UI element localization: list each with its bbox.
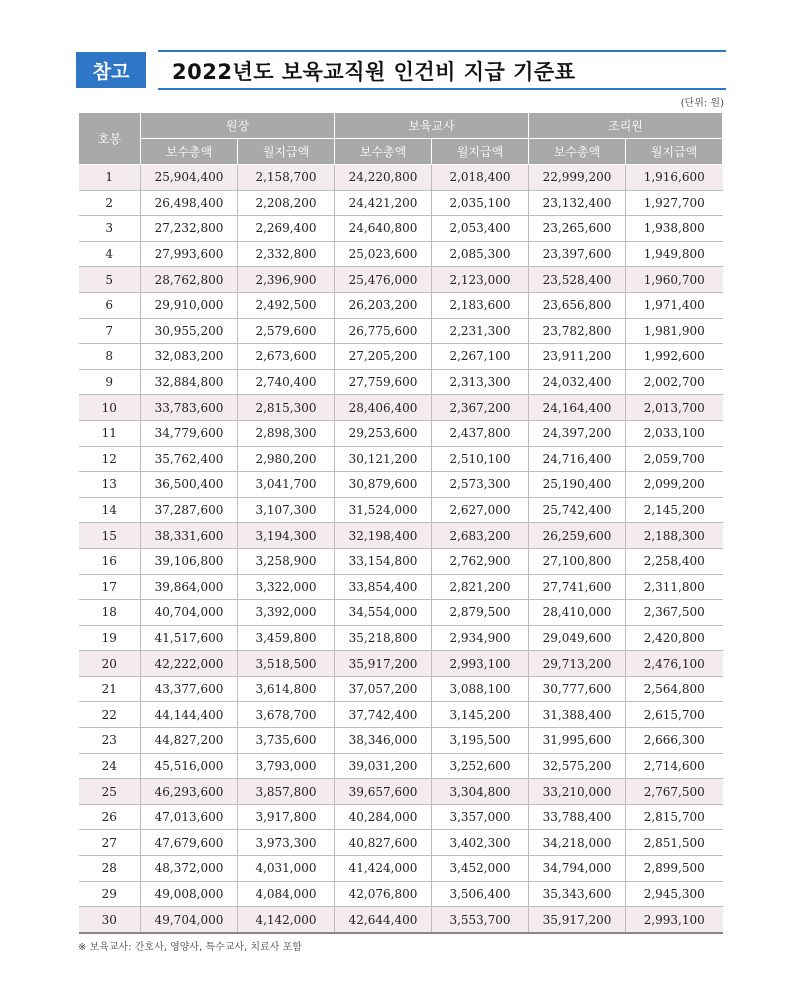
- amount-cell: 30,121,200: [335, 446, 432, 472]
- grade-cell: 7: [79, 318, 141, 344]
- group-header-teacher: 보육교사: [335, 113, 529, 139]
- amount-cell: 2,821,200: [432, 574, 529, 600]
- amount-cell: 3,459,800: [238, 625, 335, 651]
- table-row: [79, 600, 723, 626]
- amount-cell: 43,377,600: [141, 676, 238, 702]
- amount-cell: 2,013,700: [626, 395, 723, 421]
- sub-header: 보수총액: [335, 139, 432, 165]
- amount-cell: 2,899,500: [626, 856, 723, 882]
- amount-cell: 2,208,200: [238, 190, 335, 216]
- amount-cell: 35,917,200: [335, 651, 432, 677]
- salary-table: [78, 112, 723, 934]
- amount-cell: 41,517,600: [141, 625, 238, 651]
- amount-cell: 40,704,000: [141, 600, 238, 626]
- amount-cell: 3,145,200: [432, 702, 529, 728]
- amount-cell: 33,788,400: [529, 804, 626, 830]
- amount-cell: 2,980,200: [238, 446, 335, 472]
- table-row: [79, 625, 723, 651]
- amount-cell: 33,210,000: [529, 779, 626, 805]
- amount-cell: 2,188,300: [626, 523, 723, 549]
- reference-badge: 참고: [76, 52, 146, 88]
- table-row: [79, 779, 723, 805]
- amount-cell: 2,673,600: [238, 344, 335, 370]
- amount-cell: 39,031,200: [335, 753, 432, 779]
- amount-cell: 2,492,500: [238, 292, 335, 318]
- amount-cell: 22,999,200: [529, 165, 626, 191]
- amount-cell: 42,644,400: [335, 907, 432, 933]
- amount-cell: 30,879,600: [335, 472, 432, 498]
- amount-cell: 2,002,700: [626, 369, 723, 395]
- amount-cell: 42,076,800: [335, 881, 432, 907]
- grade-cell: 27: [79, 830, 141, 856]
- grade-cell: 4: [79, 241, 141, 267]
- grade-cell: 1: [79, 165, 141, 191]
- amount-cell: 45,516,000: [141, 753, 238, 779]
- amount-cell: 1,971,400: [626, 292, 723, 318]
- amount-cell: 24,716,400: [529, 446, 626, 472]
- amount-cell: 29,910,000: [141, 292, 238, 318]
- table-row: [79, 881, 723, 907]
- grade-cell: 12: [79, 446, 141, 472]
- amount-cell: 2,437,800: [432, 420, 529, 446]
- table-row: [79, 753, 723, 779]
- grade-cell: 13: [79, 472, 141, 498]
- amount-cell: 32,198,400: [335, 523, 432, 549]
- grade-cell: 24: [79, 753, 141, 779]
- amount-cell: 28,410,000: [529, 600, 626, 626]
- amount-cell: 28,406,400: [335, 395, 432, 421]
- amount-cell: 3,392,000: [238, 600, 335, 626]
- amount-cell: 3,252,600: [432, 753, 529, 779]
- amount-cell: 23,911,200: [529, 344, 626, 370]
- table-row: [79, 395, 723, 421]
- amount-cell: 34,794,000: [529, 856, 626, 882]
- amount-cell: 2,740,400: [238, 369, 335, 395]
- amount-cell: 30,955,200: [141, 318, 238, 344]
- grade-cell: 29: [79, 881, 141, 907]
- amount-cell: 1,938,800: [626, 216, 723, 242]
- amount-cell: 3,304,800: [432, 779, 529, 805]
- amount-cell: 23,132,400: [529, 190, 626, 216]
- amount-cell: 38,346,000: [335, 728, 432, 754]
- amount-cell: 49,704,000: [141, 907, 238, 933]
- table-row: [79, 804, 723, 830]
- amount-cell: 2,018,400: [432, 165, 529, 191]
- amount-cell: 2,564,800: [626, 676, 723, 702]
- amount-cell: 37,742,400: [335, 702, 432, 728]
- amount-cell: 38,331,600: [141, 523, 238, 549]
- amount-cell: 26,775,600: [335, 318, 432, 344]
- amount-cell: 24,164,400: [529, 395, 626, 421]
- amount-cell: 32,884,800: [141, 369, 238, 395]
- header-top-rule: [158, 50, 726, 52]
- amount-cell: 23,656,800: [529, 292, 626, 318]
- amount-cell: 24,032,400: [529, 369, 626, 395]
- sub-header-row: [79, 139, 723, 165]
- amount-cell: 2,099,200: [626, 472, 723, 498]
- amount-cell: 2,313,300: [432, 369, 529, 395]
- table-row: [79, 420, 723, 446]
- grade-cell: 28: [79, 856, 141, 882]
- amount-cell: 31,995,600: [529, 728, 626, 754]
- amount-cell: 4,142,000: [238, 907, 335, 933]
- amount-cell: 2,767,500: [626, 779, 723, 805]
- amount-cell: 3,041,700: [238, 472, 335, 498]
- amount-cell: 3,195,500: [432, 728, 529, 754]
- amount-cell: 2,085,300: [432, 241, 529, 267]
- table-row: [79, 523, 723, 549]
- amount-cell: 2,666,300: [626, 728, 723, 754]
- amount-cell: 2,158,700: [238, 165, 335, 191]
- amount-cell: 46,293,600: [141, 779, 238, 805]
- amount-cell: 24,640,800: [335, 216, 432, 242]
- document-title: 2022년도 보육교직원 인건비 지급 기준표: [172, 60, 576, 84]
- amount-cell: 2,683,200: [432, 523, 529, 549]
- table-row: [79, 856, 723, 882]
- amount-cell: 2,993,100: [626, 907, 723, 933]
- amount-cell: 27,100,800: [529, 548, 626, 574]
- amount-cell: 2,332,800: [238, 241, 335, 267]
- amount-cell: 44,144,400: [141, 702, 238, 728]
- amount-cell: 3,452,000: [432, 856, 529, 882]
- table-row: [79, 830, 723, 856]
- amount-cell: 23,397,600: [529, 241, 626, 267]
- amount-cell: 33,154,800: [335, 548, 432, 574]
- amount-cell: 25,190,400: [529, 472, 626, 498]
- amount-cell: 29,049,600: [529, 625, 626, 651]
- table-row: [79, 728, 723, 754]
- amount-cell: 2,898,300: [238, 420, 335, 446]
- amount-cell: 1,981,900: [626, 318, 723, 344]
- amount-cell: 44,827,200: [141, 728, 238, 754]
- amount-cell: 2,396,900: [238, 267, 335, 293]
- group-header-row: [79, 113, 723, 139]
- amount-cell: 3,258,900: [238, 548, 335, 574]
- amount-cell: 2,035,100: [432, 190, 529, 216]
- amount-cell: 26,203,200: [335, 292, 432, 318]
- amount-cell: 30,777,600: [529, 676, 626, 702]
- footnote: ※ 보육교사: 간호사, 영양사, 특수교사, 치료사 포함: [78, 942, 302, 953]
- amount-cell: 2,615,700: [626, 702, 723, 728]
- amount-cell: 40,284,000: [335, 804, 432, 830]
- amount-cell: 40,827,600: [335, 830, 432, 856]
- grade-cell: 5: [79, 267, 141, 293]
- amount-cell: 25,904,400: [141, 165, 238, 191]
- unit-label: (단위: 원): [680, 98, 724, 109]
- amount-cell: 3,518,500: [238, 651, 335, 677]
- amount-cell: 2,851,500: [626, 830, 723, 856]
- amount-cell: 2,367,200: [432, 395, 529, 421]
- amount-cell: 24,220,800: [335, 165, 432, 191]
- grade-cell: 9: [79, 369, 141, 395]
- amount-cell: 23,782,800: [529, 318, 626, 344]
- amount-cell: 39,657,600: [335, 779, 432, 805]
- amount-cell: 2,145,200: [626, 497, 723, 523]
- amount-cell: 25,742,400: [529, 497, 626, 523]
- table-row: [79, 472, 723, 498]
- table-row: [79, 216, 723, 242]
- amount-cell: 2,762,900: [432, 548, 529, 574]
- amount-cell: 36,500,400: [141, 472, 238, 498]
- amount-cell: 31,388,400: [529, 702, 626, 728]
- table-row: [79, 241, 723, 267]
- sub-header: 월지급액: [626, 139, 723, 165]
- amount-cell: 2,033,100: [626, 420, 723, 446]
- amount-cell: 2,183,600: [432, 292, 529, 318]
- amount-cell: 35,917,200: [529, 907, 626, 933]
- amount-cell: 2,267,100: [432, 344, 529, 370]
- table-row: [79, 574, 723, 600]
- group-header-director: 원장: [141, 113, 335, 139]
- amount-cell: 2,815,300: [238, 395, 335, 421]
- amount-cell: 41,424,000: [335, 856, 432, 882]
- table-row: [79, 676, 723, 702]
- sub-header: 월지급액: [238, 139, 335, 165]
- sub-header: 보수총액: [529, 139, 626, 165]
- amount-cell: 3,735,600: [238, 728, 335, 754]
- amount-cell: 27,232,800: [141, 216, 238, 242]
- amount-cell: 3,917,800: [238, 804, 335, 830]
- document-header: [76, 50, 726, 90]
- group-header-cook: 조리원: [529, 113, 723, 139]
- table-body: [79, 165, 723, 933]
- amount-cell: 32,575,200: [529, 753, 626, 779]
- table-row: [79, 907, 723, 933]
- amount-cell: 3,322,000: [238, 574, 335, 600]
- amount-cell: 25,023,600: [335, 241, 432, 267]
- amount-cell: 2,879,500: [432, 600, 529, 626]
- grade-cell: 2: [79, 190, 141, 216]
- amount-cell: 3,107,300: [238, 497, 335, 523]
- amount-cell: 24,421,200: [335, 190, 432, 216]
- amount-cell: 2,714,600: [626, 753, 723, 779]
- amount-cell: 34,218,000: [529, 830, 626, 856]
- amount-cell: 29,253,600: [335, 420, 432, 446]
- header-bottom-rule: [158, 88, 726, 90]
- table-row: [79, 702, 723, 728]
- amount-cell: 27,759,600: [335, 369, 432, 395]
- amount-cell: 4,031,000: [238, 856, 335, 882]
- grade-cell: 30: [79, 907, 141, 933]
- amount-cell: 3,678,700: [238, 702, 335, 728]
- amount-cell: 37,057,200: [335, 676, 432, 702]
- amount-cell: 2,579,600: [238, 318, 335, 344]
- grade-cell: 19: [79, 625, 141, 651]
- table-row: [79, 190, 723, 216]
- amount-cell: 39,864,000: [141, 574, 238, 600]
- amount-cell: 2,311,800: [626, 574, 723, 600]
- amount-cell: 3,506,400: [432, 881, 529, 907]
- amount-cell: 2,231,300: [432, 318, 529, 344]
- grade-cell: 20: [79, 651, 141, 677]
- amount-cell: 2,476,100: [626, 651, 723, 677]
- amount-cell: 24,397,200: [529, 420, 626, 446]
- amount-cell: 23,528,400: [529, 267, 626, 293]
- table-row: [79, 548, 723, 574]
- amount-cell: 2,945,300: [626, 881, 723, 907]
- amount-cell: 2,815,700: [626, 804, 723, 830]
- amount-cell: 28,762,800: [141, 267, 238, 293]
- amount-cell: 2,934,900: [432, 625, 529, 651]
- amount-cell: 1,927,700: [626, 190, 723, 216]
- amount-cell: 35,762,400: [141, 446, 238, 472]
- grade-cell: 14: [79, 497, 141, 523]
- amount-cell: 33,854,400: [335, 574, 432, 600]
- amount-cell: 2,510,100: [432, 446, 529, 472]
- grade-cell: 18: [79, 600, 141, 626]
- amount-cell: 39,106,800: [141, 548, 238, 574]
- amount-cell: 2,367,500: [626, 600, 723, 626]
- grade-cell: 8: [79, 344, 141, 370]
- amount-cell: 35,343,600: [529, 881, 626, 907]
- amount-cell: 3,194,300: [238, 523, 335, 549]
- amount-cell: 2,053,400: [432, 216, 529, 242]
- amount-cell: 1,916,600: [626, 165, 723, 191]
- amount-cell: 47,679,600: [141, 830, 238, 856]
- grade-cell: 11: [79, 420, 141, 446]
- table-row: [79, 292, 723, 318]
- amount-cell: 23,265,600: [529, 216, 626, 242]
- amount-cell: 3,088,100: [432, 676, 529, 702]
- amount-cell: 35,218,800: [335, 625, 432, 651]
- amount-cell: 2,573,300: [432, 472, 529, 498]
- amount-cell: 27,205,200: [335, 344, 432, 370]
- grade-cell: 10: [79, 395, 141, 421]
- amount-cell: 2,269,400: [238, 216, 335, 242]
- table-row: [79, 344, 723, 370]
- amount-cell: 2,627,000: [432, 497, 529, 523]
- amount-cell: 37,287,600: [141, 497, 238, 523]
- amount-cell: 4,084,000: [238, 881, 335, 907]
- grade-cell: 22: [79, 702, 141, 728]
- amount-cell: 27,993,600: [141, 241, 238, 267]
- salary-table-wrap: [78, 112, 722, 934]
- sub-header: 월지급액: [432, 139, 529, 165]
- grade-cell: 3: [79, 216, 141, 242]
- table-row: [79, 369, 723, 395]
- amount-cell: 3,973,300: [238, 830, 335, 856]
- amount-cell: 1,949,800: [626, 241, 723, 267]
- amount-cell: 49,008,000: [141, 881, 238, 907]
- grade-cell: 15: [79, 523, 141, 549]
- amount-cell: 2,258,400: [626, 548, 723, 574]
- amount-cell: 26,259,600: [529, 523, 626, 549]
- amount-cell: 26,498,400: [141, 190, 238, 216]
- amount-cell: 47,013,600: [141, 804, 238, 830]
- grade-cell: 16: [79, 548, 141, 574]
- amount-cell: 3,402,300: [432, 830, 529, 856]
- table-head: [79, 113, 723, 165]
- grade-cell: 17: [79, 574, 141, 600]
- amount-cell: 1,960,700: [626, 267, 723, 293]
- amount-cell: 34,554,000: [335, 600, 432, 626]
- amount-cell: 2,993,100: [432, 651, 529, 677]
- amount-cell: 34,779,600: [141, 420, 238, 446]
- amount-cell: 25,476,000: [335, 267, 432, 293]
- sub-header: 보수총액: [141, 139, 238, 165]
- table-row: [79, 497, 723, 523]
- amount-cell: 27,741,600: [529, 574, 626, 600]
- grade-cell: 6: [79, 292, 141, 318]
- amount-cell: 2,059,700: [626, 446, 723, 472]
- grade-cell: 25: [79, 779, 141, 805]
- amount-cell: 48,372,000: [141, 856, 238, 882]
- amount-cell: 3,357,000: [432, 804, 529, 830]
- amount-cell: 1,992,600: [626, 344, 723, 370]
- amount-cell: 3,614,800: [238, 676, 335, 702]
- grade-cell: 26: [79, 804, 141, 830]
- amount-cell: 32,083,200: [141, 344, 238, 370]
- amount-cell: 33,783,600: [141, 395, 238, 421]
- amount-cell: 2,123,000: [432, 267, 529, 293]
- grade-cell: 23: [79, 728, 141, 754]
- table-row: [79, 446, 723, 472]
- table-row: [79, 651, 723, 677]
- amount-cell: 42,222,000: [141, 651, 238, 677]
- amount-cell: 3,857,800: [238, 779, 335, 805]
- table-row: [79, 267, 723, 293]
- grade-header: 호봉: [79, 113, 141, 165]
- amount-cell: 31,524,000: [335, 497, 432, 523]
- amount-cell: 29,713,200: [529, 651, 626, 677]
- amount-cell: 2,420,800: [626, 625, 723, 651]
- table-row: [79, 318, 723, 344]
- amount-cell: 3,793,000: [238, 753, 335, 779]
- amount-cell: 3,553,700: [432, 907, 529, 933]
- grade-cell: 21: [79, 676, 141, 702]
- table-row: [79, 165, 723, 191]
